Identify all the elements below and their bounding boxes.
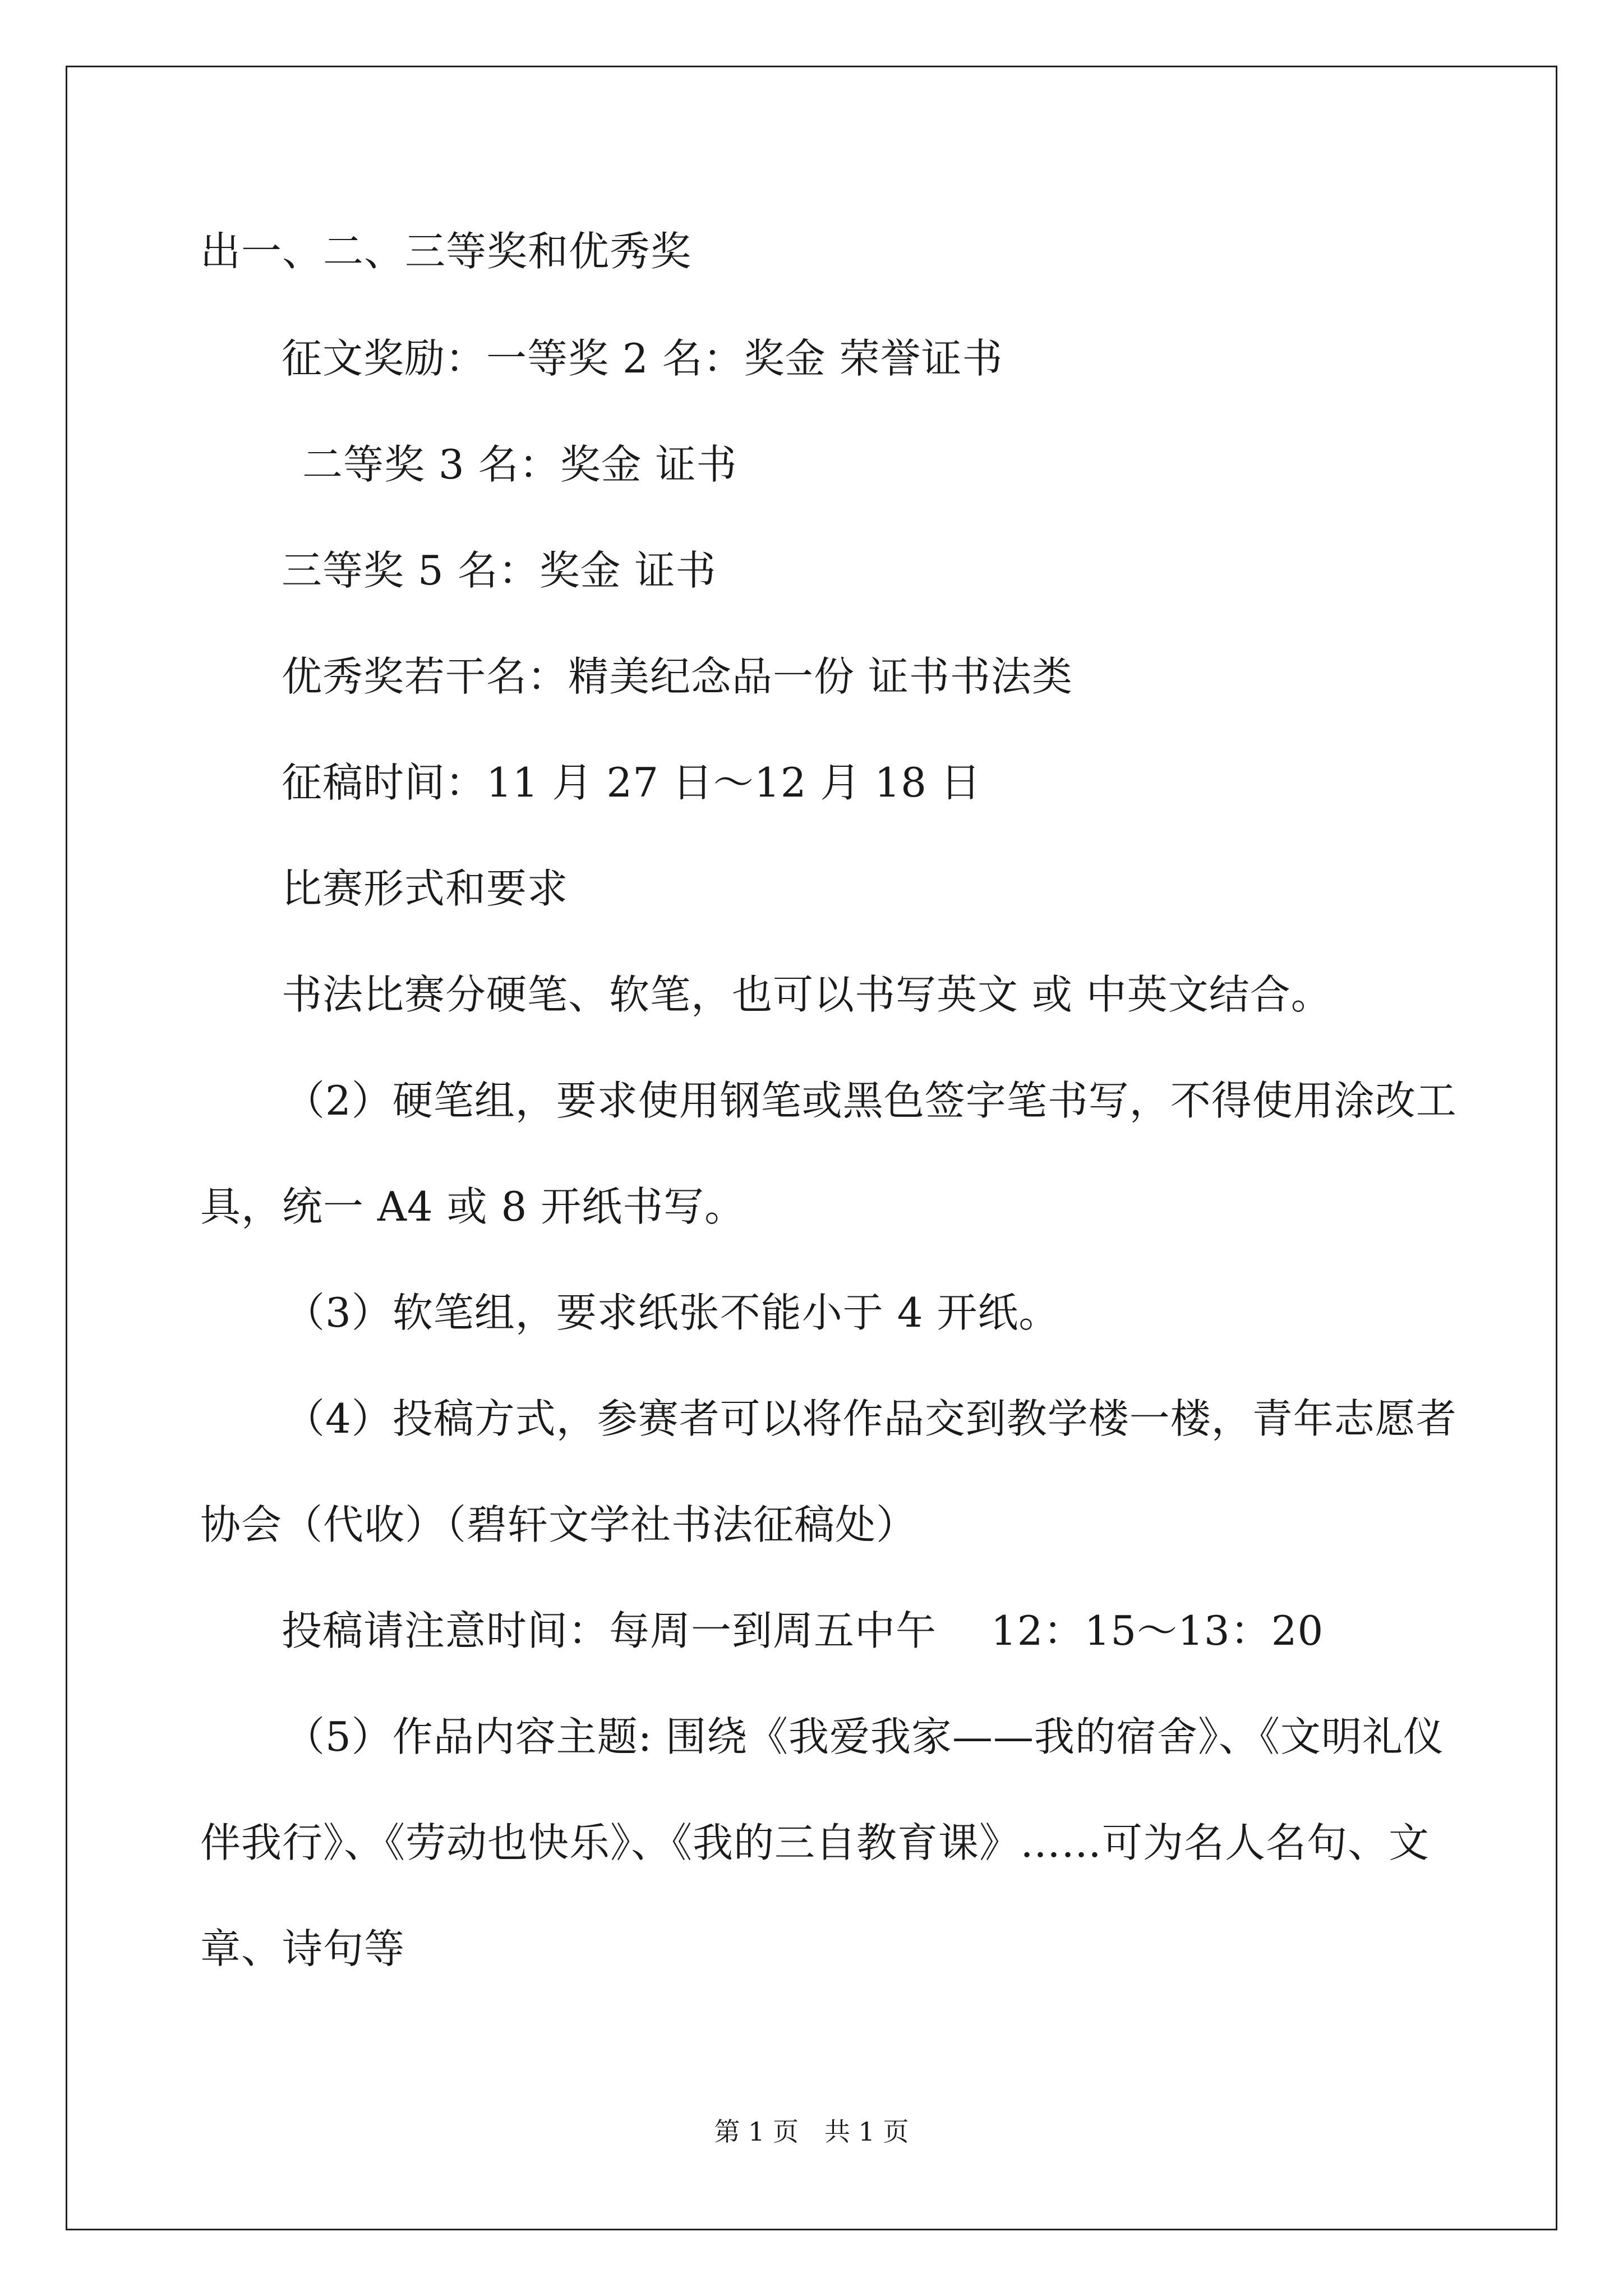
text-line-12: （4）投稿方式，参赛者可以将作品交到教学楼一楼，青年志愿者 xyxy=(284,1395,1457,1442)
text-line-2: 征文奖励：一等奖 2 名：奖金 荣誉证书 xyxy=(282,335,1003,382)
text-line-10: 具，统一 A4 或 8 开纸书写。 xyxy=(200,1183,746,1230)
text-line-16: 伴我行》、《劳动也快乐》、《我的三自教育课》……可为名人名句、文 xyxy=(200,1819,1430,1866)
page-number-footer: 第 1 页 共 1 页 xyxy=(714,2116,909,2147)
text-line-7: 比赛形式和要求 xyxy=(282,865,569,912)
text-line-1: 出一、二、三等奖和优秀奖 xyxy=(200,228,692,275)
text-line-14: 投稿请注意时间：每周一到周五中午 12：15～13：20 xyxy=(282,1607,1324,1654)
text-line-6: 征稿时间：11 月 27 日～12 月 18 日 xyxy=(282,759,981,806)
text-line-5: 优秀奖若干名：精美纪念品一份 证书书法类 xyxy=(282,653,1073,700)
page-border xyxy=(66,66,1557,2230)
text-line-15: （5）作品内容主题: 围绕《我爱我家——我的宿舍》、《文明礼仪 xyxy=(284,1713,1444,1760)
text-line-4: 三等奖 5 名：奖金 证书 xyxy=(282,547,717,594)
text-line-13: 协会（代收）（碧轩文学社书法征稿处） xyxy=(200,1501,917,1548)
text-line-11: （3）软笔组，要求纸张不能小于 4 开纸。 xyxy=(284,1289,1060,1336)
text-line-9: （2）硬笔组，要求使用钢笔或黑色签字笔书写，不得使用涂改工 xyxy=(284,1077,1457,1124)
text-line-8: 书法比赛分硬笔、软笔，也可以书写英文 或 中英文结合。 xyxy=(282,971,1332,1018)
text-line-17: 章、诗句等 xyxy=(200,1925,405,1972)
text-line-3: 二等奖 3 名：奖金 证书 xyxy=(302,441,737,488)
